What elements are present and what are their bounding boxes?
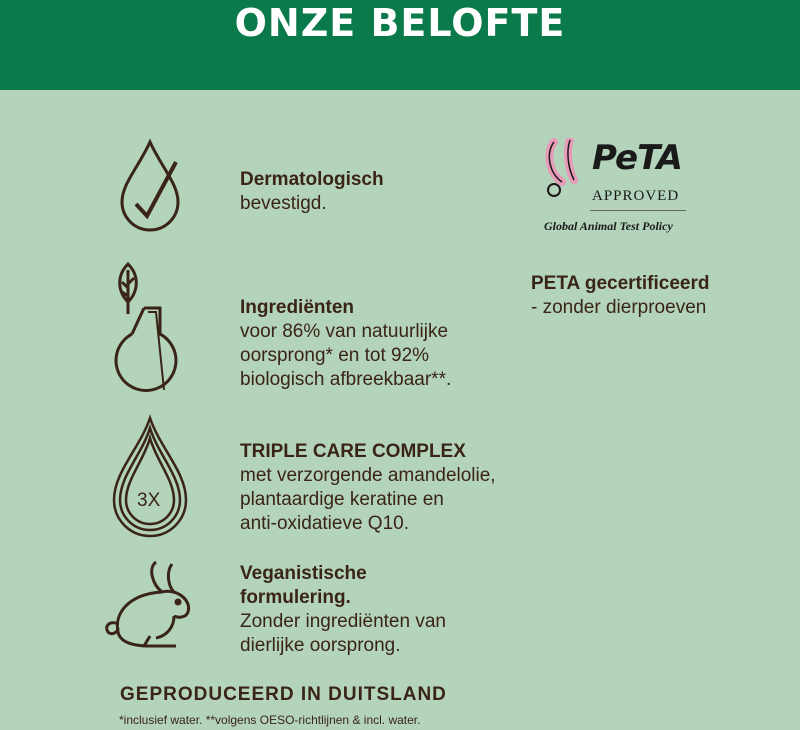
- feature-line: plantaardige keratine en: [240, 489, 444, 510]
- peta-cert-text: - zonder dierproeven: [531, 297, 707, 318]
- header-bar: [0, 0, 800, 90]
- peta-wordmark: PeTA: [592, 138, 682, 178]
- feature-title: Ingrediënten: [240, 297, 355, 318]
- feature-veganistisch: [240, 562, 446, 658]
- feature-line: voor 86% van natuurlijke: [240, 321, 449, 342]
- feature-line: bevestigd.: [240, 193, 327, 214]
- triple-label: 3X: [137, 490, 161, 511]
- triple-drop-icon: [110, 414, 190, 544]
- peta-certification: [531, 272, 709, 320]
- footnote: *inclusief water. **volgens OESO-richtlijnen & incl. water.: [119, 713, 421, 727]
- feature-ingredienten: [240, 296, 451, 392]
- peta-cert-title: PETA gecertificeerd: [531, 273, 710, 294]
- feature-triple-care: [240, 440, 496, 536]
- rabbit-icon: [100, 558, 200, 650]
- feature-line: oorsprong* en tot 92%: [240, 345, 430, 366]
- peta-policy: Global Animal Test Policy: [544, 219, 673, 233]
- peta-approved: APPROVED: [592, 188, 680, 204]
- peta-divider: [590, 210, 686, 211]
- feature-title: TRIPLE CARE COMPLEX: [240, 441, 466, 462]
- page-title: ONZE BELOFTE: [234, 1, 566, 45]
- feature-title-line: Veganistische: [240, 563, 367, 584]
- feature-dermatologisch: [240, 168, 384, 216]
- produced-in-label: GEPRODUCEERD IN DUITSLAND: [120, 684, 447, 705]
- feature-title: Dermatologisch: [240, 169, 384, 190]
- feature-title-line: formulering.: [240, 587, 351, 608]
- feature-line: anti-oxidatieve Q10.: [240, 513, 409, 534]
- feature-line: dierlijke oorsprong.: [240, 635, 401, 656]
- flask-leaf-icon: [114, 262, 190, 402]
- drop-check-icon: [118, 138, 182, 234]
- feature-line: biologisch afbreekbaar**.: [240, 369, 452, 390]
- feature-line: met verzorgende amandelolie,: [240, 465, 496, 486]
- feature-line: Zonder ingrediënten van: [240, 611, 446, 632]
